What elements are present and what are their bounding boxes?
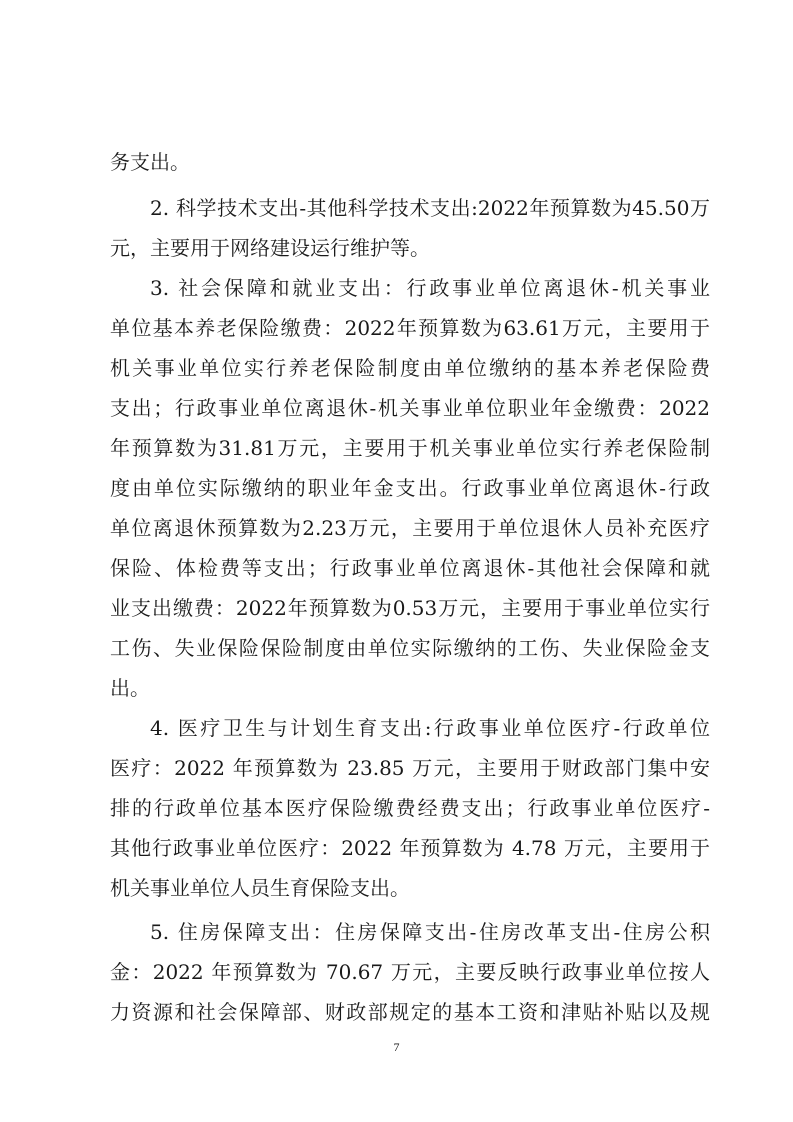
body-text-line: 务支出。 <box>110 150 190 174</box>
item-4-heading-line: 4. 医疗卫生与计划生育支出:行政事业单位医疗-行政单位 <box>150 716 710 740</box>
body-text-line: 元，主要用于网络建设运行维护等。 <box>110 236 430 260</box>
item-2-heading-line: 2. 科学技术支出-其他科学技术支出:2022年预算数为45.50万 <box>150 196 710 220</box>
body-text-line: 金：2022 年预算数为 70.67 万元，主要反映行政事业单位按人 <box>110 960 710 984</box>
body-text-line: 机关事业单位人员生育保险支出。 <box>110 876 410 900</box>
body-text-line: 排的行政单位基本医疗保险缴费经费支出；行政事业单位医疗- <box>110 796 710 820</box>
item-3-heading-line: 3. 社会保障和就业支出：行政事业单位离退休-机关事业 <box>150 276 710 300</box>
body-text-line: 工伤、失业保险保险制度由单位实际缴纳的工伤、失业保险金支 <box>110 636 710 660</box>
body-text-line: 业支出缴费：2022年预算数为0.53万元，主要用于事业单位实行 <box>110 596 710 620</box>
body-text-line: 其他行政事业单位医疗：2022 年预算数为 4.78 万元，主要用于 <box>110 836 710 860</box>
item-5-heading-line: 5. 住房保障支出：住房保障支出-住房改革支出-住房公积 <box>150 920 710 944</box>
body-text-line: 机关事业单位实行养老保险制度由单位缴纳的基本养老保险费 <box>110 356 710 380</box>
body-text-line: 出。 <box>110 676 150 700</box>
body-text-line: 医疗：2022 年预算数为 23.85 万元，主要用于财政部门集中安 <box>110 756 710 780</box>
page-number: 7 <box>393 1040 400 1054</box>
body-text-line: 单位离退休预算数为2.23万元，主要用于单位退休人员补充医疗 <box>110 516 710 540</box>
body-text-line: 力资源和社会保障部、财政部规定的基本工资和津贴补贴以及规 <box>110 1000 710 1024</box>
body-text-line: 单位基本养老保险缴费：2022年预算数为63.61万元，主要用于 <box>110 316 710 340</box>
body-text-line: 支出；行政事业单位离退休-机关事业单位职业年金缴费：2022 <box>110 396 710 420</box>
body-text-line: 度由单位实际缴纳的职业年金支出。行政事业单位离退休-行政 <box>110 476 710 500</box>
body-text-line: 保险、体检费等支出；行政事业单位离退休-其他社会保障和就 <box>110 556 710 580</box>
body-text-line: 年预算数为31.81万元，主要用于机关事业单位实行养老保险制 <box>110 436 710 460</box>
